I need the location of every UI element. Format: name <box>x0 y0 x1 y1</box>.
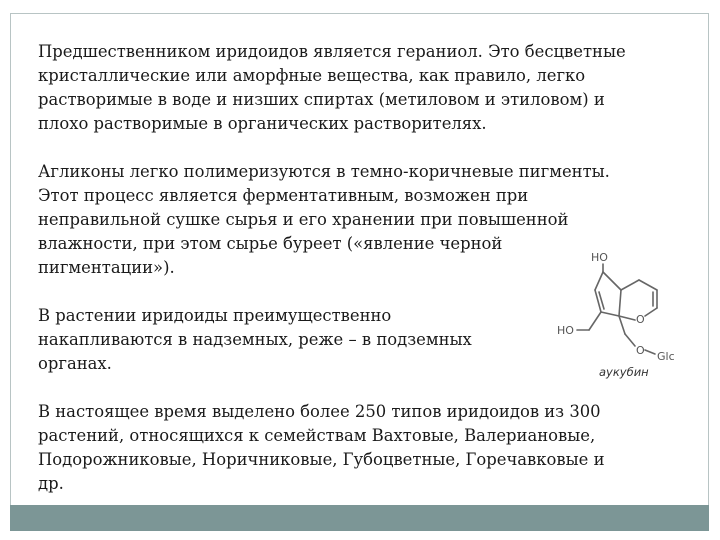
bond <box>619 316 625 334</box>
text-line: влажности, при этом сырье буреет («явление черной <box>38 234 503 253</box>
text-line: растворимые в воде и низших спиртах (метиловом и этиловом) и <box>38 90 605 109</box>
text-line: растений, относящихся к семействам Вахтовые, Валериановые, <box>38 426 596 445</box>
text-line: кристаллические или аморфные вещества, как правило, легко <box>38 66 586 85</box>
label-o-glc: O <box>636 344 645 357</box>
bond <box>595 272 603 290</box>
molecule-bonds <box>577 264 657 354</box>
text-line: В настоящее время выделено более 250 типов иридоидов из 300 <box>38 402 601 421</box>
text-line: др. <box>38 474 64 493</box>
bond <box>603 272 621 290</box>
bond <box>645 350 655 354</box>
bond <box>601 312 619 316</box>
text-line: Предшественником иридоидов является гераниол. Это бесцветные <box>38 42 626 61</box>
text-line: Подорожниковые, Норичниковые, Губоцветные, Горечавковые и <box>38 450 605 469</box>
molecule-caption: аукубин <box>599 365 649 379</box>
label-glc: Glc <box>657 350 675 363</box>
label-ho-top: HO <box>591 251 608 264</box>
bond <box>645 308 657 316</box>
text-line: Агликоны легко полимеризуются в темно-коричневые пигменты. <box>38 162 610 181</box>
bond <box>625 334 635 346</box>
bond <box>619 316 635 320</box>
label-ho-left: HO <box>557 324 574 337</box>
text-line: накапливаются в надземных, реже – в подземных <box>38 330 472 349</box>
text-line: пигментации»). <box>38 258 175 277</box>
text-line: органах. <box>38 354 112 373</box>
text-line: плохо растворимые в органических растворителях. <box>38 114 487 133</box>
bond <box>589 312 601 330</box>
bond <box>639 280 657 290</box>
bond <box>621 280 639 290</box>
paragraph-1 <box>38 40 678 136</box>
text-line: В растении иридоиды преимущественно <box>38 306 392 325</box>
paragraph-4 <box>38 400 678 496</box>
text-line: Этот процесс является ферментативным, возможен при <box>38 186 529 205</box>
text-line: неправильной сушке сырья и его хранении при повышенной <box>38 210 569 229</box>
aucubin-structure <box>555 250 695 390</box>
label-o-ring: O <box>636 313 645 326</box>
bond <box>619 290 621 316</box>
aucubin-structure-svg <box>555 250 695 390</box>
